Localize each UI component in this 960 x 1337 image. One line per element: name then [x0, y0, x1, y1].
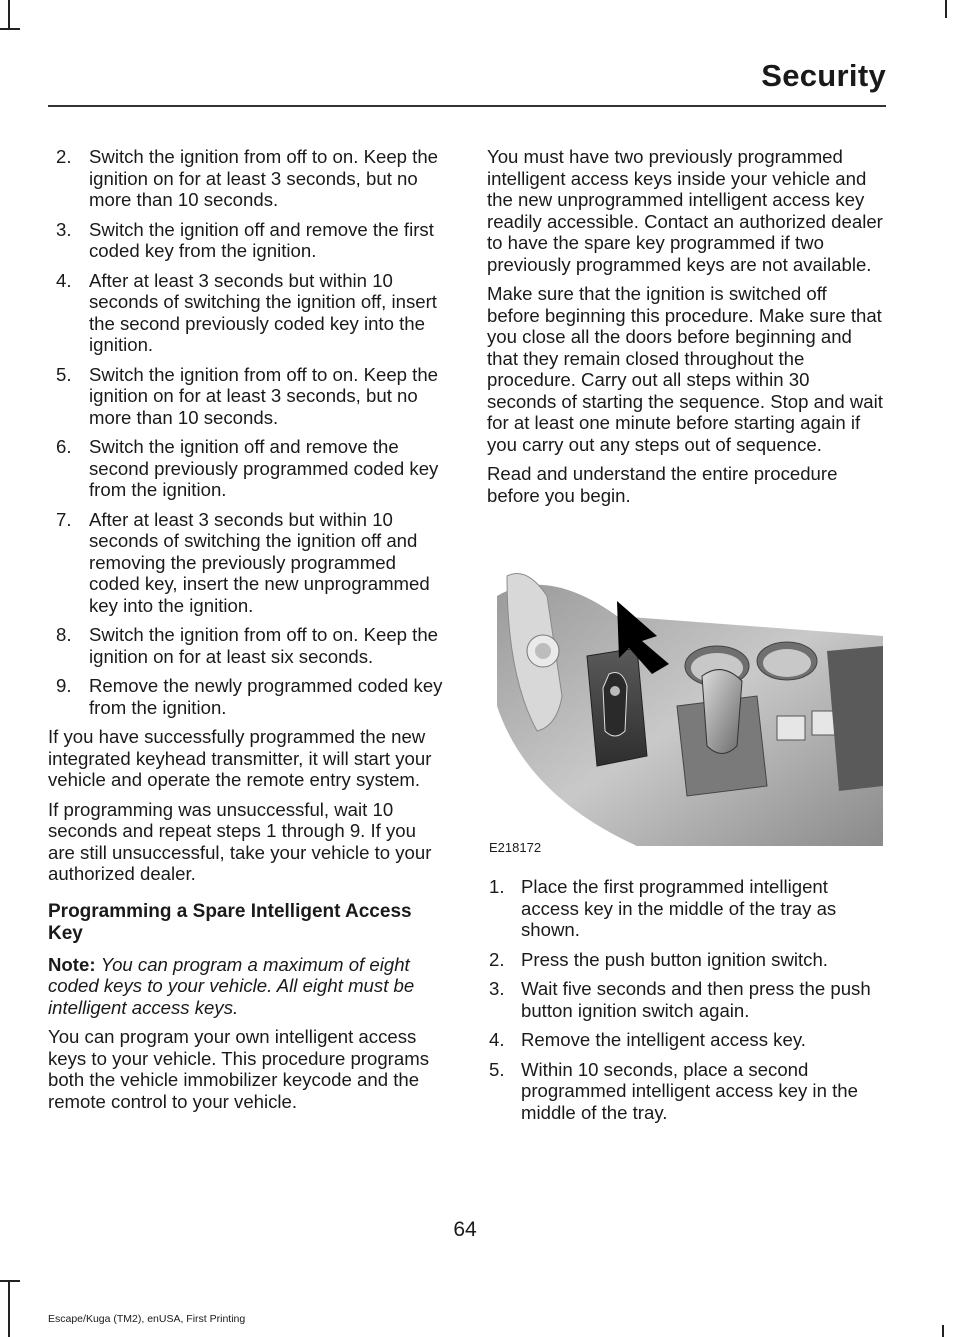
list-item: 5. Switch the ignition from off to on. Keep the ignition on for at least 3 seconds, but no more than 10 seconds. [56, 363, 439, 428]
page-title: Security [761, 58, 886, 93]
note [48, 954, 448, 1019]
program-paragraph: You can program your own intelligent access keys to your vehicle. This procedure programs both the vehicle immobilizer keycode and the remote control to your vehicle. [48, 1026, 429, 1112]
list-item: 9. Remove the newly programmed coded key from the ignition. [56, 675, 443, 718]
failure-paragraph: If programming was unsuccessful, wait 10 seconds and repeat steps 1 through 9. If you are still unsuccessful, take your vehicle to your authorized dealer. [48, 798, 432, 884]
success-paragraph: If you have successfully programmed the new integrated keyhead transmitter, it will start your vehicle and operate the remote entry system. [48, 726, 432, 790]
crop-mark [8, 0, 10, 30]
console-tray-image [487, 556, 883, 862]
coded-key-steps [48, 146, 448, 718]
crop-mark [0, 28, 20, 30]
right-column [487, 146, 883, 1131]
list-item: 5. Within 10 seconds, place a second programmed intelligent access key in the middle of the tray. [489, 1058, 858, 1123]
list-item: 8. Switch the ignition from off to on. Keep the ignition on for at least six seconds. [56, 624, 439, 667]
page-number: 64 [453, 1218, 477, 1241]
center-console-illustration [487, 556, 883, 862]
header-divider [48, 105, 886, 107]
list-item: 7. After at least 3 seconds but within 10 seconds of switching the ignition off and removing the previously programmed coded key, insert the new unprogrammed key into the ignition. [56, 508, 430, 616]
note-text: You can program a maximum of eight coded keys to your vehicle. All eight must be intelligent access keys. [48, 953, 415, 1018]
left-column [48, 146, 448, 1120]
list-item: 6. Switch the ignition off and remove the second previously programmed coded key from the ignition. [56, 436, 439, 500]
list-item: 2. Press the push button ignition switch. [489, 948, 828, 970]
figure-code: E218172 [489, 839, 542, 855]
spare-key-steps [487, 876, 883, 1123]
crop-mark [8, 1280, 10, 1337]
requirements-paragraph: You must have two previously programmed intelligent access keys inside your vehicle and the new unprogrammed intelligent access key readily accessible. Contact an authorized dealer to have the spare key programmed if two previously programmed keys are not available. [487, 146, 883, 275]
crop-mark [942, 1325, 944, 1337]
crop-mark [945, 0, 947, 18]
footer-text: Escape/Kuga (TM2), enUSA, First Printing [48, 1313, 246, 1325]
list-item: 3. Wait five seconds and then press the push button ignition switch again. [489, 978, 871, 1021]
list-item: 3. Switch the ignition off and remove the first coded key from the ignition. [56, 218, 434, 261]
preparation-paragraph: Make sure that the ignition is switched off before beginning this procedure. Make sure that you close all the doors before beginning and that they remain closed throughout the procedure. Carry out all steps within 30 seconds of starting the sequence. Stop and wait for at least one minute before starting again if you carry out any steps out of sequence. [487, 283, 883, 455]
note-label: Note: [48, 953, 96, 975]
list-item: 1. Place the first programmed intelligent access key in the middle of the tray as shown. [489, 876, 837, 940]
list-item: 2. Switch the ignition from off to on. Keep the ignition on for at least 3 seconds, but no more than 10 seconds. [56, 146, 439, 210]
crop-mark [0, 1280, 20, 1282]
read-paragraph: Read and understand the entire procedure before you begin. [487, 463, 838, 506]
list-item: 4. Remove the intelligent access key. [489, 1029, 806, 1050]
section-heading: Programming a Spare Intelligent Access Key [48, 900, 412, 944]
list-item: 4. After at least 3 seconds but within 10 seconds of switching the ignition off, insert the second previously coded key into the ignition. [56, 269, 437, 355]
